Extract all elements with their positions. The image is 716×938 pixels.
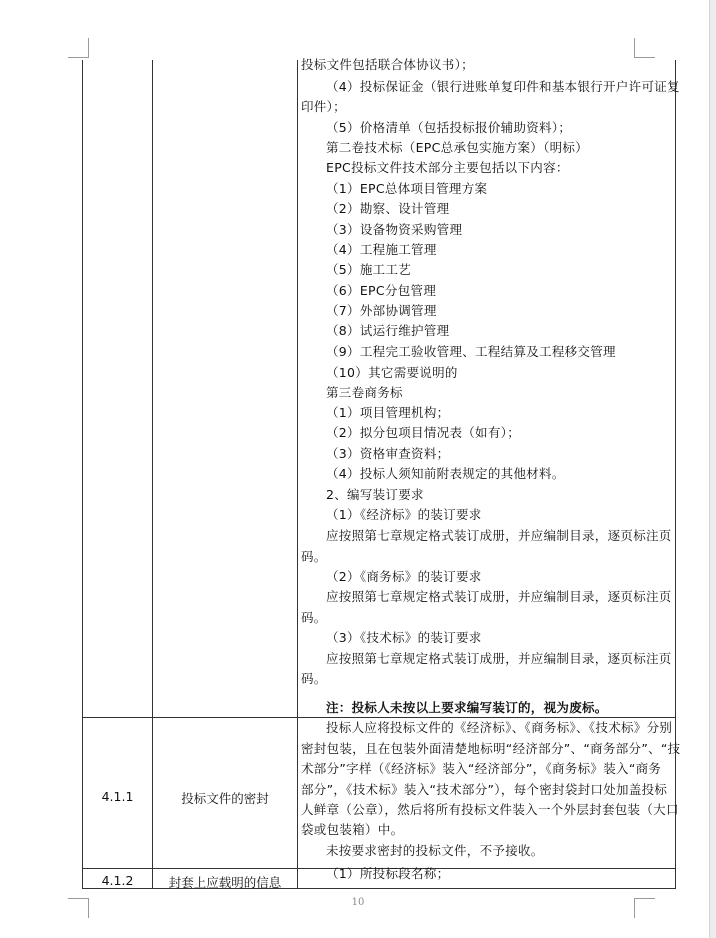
clause-title: 封套上应载明的信息 [168,875,282,890]
content-line: （1）EPC总体项目管理方案 [326,181,488,196]
content-line: 未按要求密封的投标文件，不予接收。 [326,843,544,858]
content-line: 术部分”字样（《经济标》装入“经济部分”，《商务标》装入“商务 [301,761,662,776]
content-line: （2）《商务标》的装订要求 [326,569,482,584]
content-line: 部分”，《技术标》装入“技术部分”），每个密封袋封口处加盖投标 [301,782,668,797]
content-line: （7）外部协调管理 [326,303,437,318]
content-line: （10）其它需要说明的 [326,365,458,380]
content-line: （1）《经济标》的装订要求 [326,507,482,522]
content-line: （3）资格审查资料； [326,446,450,461]
content-line: 印件）； [301,99,346,114]
page-edge [709,0,716,938]
content-line: 人鲜章（公章），然后将所有投标文件装入一个外层封套包装（大口 [301,802,679,817]
content-line: 码。 [301,610,327,625]
content-line: （2）勘察、设计管理 [326,201,450,216]
content-line: （4）投标保证金（银行进账单复印件和基本银行开户许可证复 [326,79,680,94]
crop-mark-top-left [88,38,89,58]
content-line: 投标人应将投标文件的《经济标》、《商务标》、《技术标》分别 [326,720,673,735]
content-line: （9）工程完工验收管理、工程结算及工程移交管理 [326,344,616,359]
content-line: 第三卷商务标 [326,385,403,400]
content-line: 2、编写装订要求 [326,487,424,502]
content-line: 第二卷技术标（EPC总承包实施方案）（明标） [326,140,589,155]
clause-number: 4.1.1 [101,789,134,804]
content-line: 码。 [301,549,327,564]
clause-title: 投标文件的密封 [181,791,269,806]
content-line: EPC投标文件技术部分主要包括以下内容： [326,160,569,175]
content-line: 码。 [301,671,327,686]
content-line: 应按照第七章规定格式装订成册，并应编制目录，逐页标注页 [326,528,672,543]
row-divider-1 [83,717,675,718]
content-line: （3）《技术标》的装订要求 [326,630,482,645]
content-line: 袋或包装箱）中。 [301,822,404,837]
content-line: 应按照第七章规定格式装订成册，并应编制目录，逐页标注页 [326,651,672,666]
crop-mark-top-right-h [635,57,655,58]
content-line: 密封包装，且在包装外面清楚地标明“经济部分”、“商务部分”、“技 [301,741,681,756]
content-line: （3）设备物资采购管理 [326,222,463,237]
column-divider-2 [297,60,298,888]
content-line: （2）拟分包项目情况表（如有）； [326,425,521,440]
content-line: （4）投标人须知前附表规定的其他材料。 [326,466,565,481]
content-line: 应按照第七章规定格式装订成册，并应编制目录，逐页标注页 [326,589,672,604]
page-number: 10 [351,897,365,908]
content-line: （5）价格清单（包括投标报价辅助资料）； [326,120,572,135]
column-divider-1 [152,60,153,888]
content-line: （5）施工工艺 [326,262,412,277]
content-line: （6）EPC分包管理 [326,283,437,298]
content-line: （1）项目管理机构； [326,405,450,420]
content-line: （8）试运行维护管理 [326,323,450,338]
content-line: 投标文件包括联合体协议书）； [301,57,474,72]
crop-mark-top-left-h [68,57,88,58]
warning-note: 注：投标人未按以上要求编写装订的，视为废标。 [326,700,608,715]
crop-mark-top-right [634,38,635,58]
content-line: （4）工程施工管理 [326,242,437,257]
content-line: （1）所投标段名称； [326,866,450,881]
clause-number: 4.1.2 [101,873,134,888]
